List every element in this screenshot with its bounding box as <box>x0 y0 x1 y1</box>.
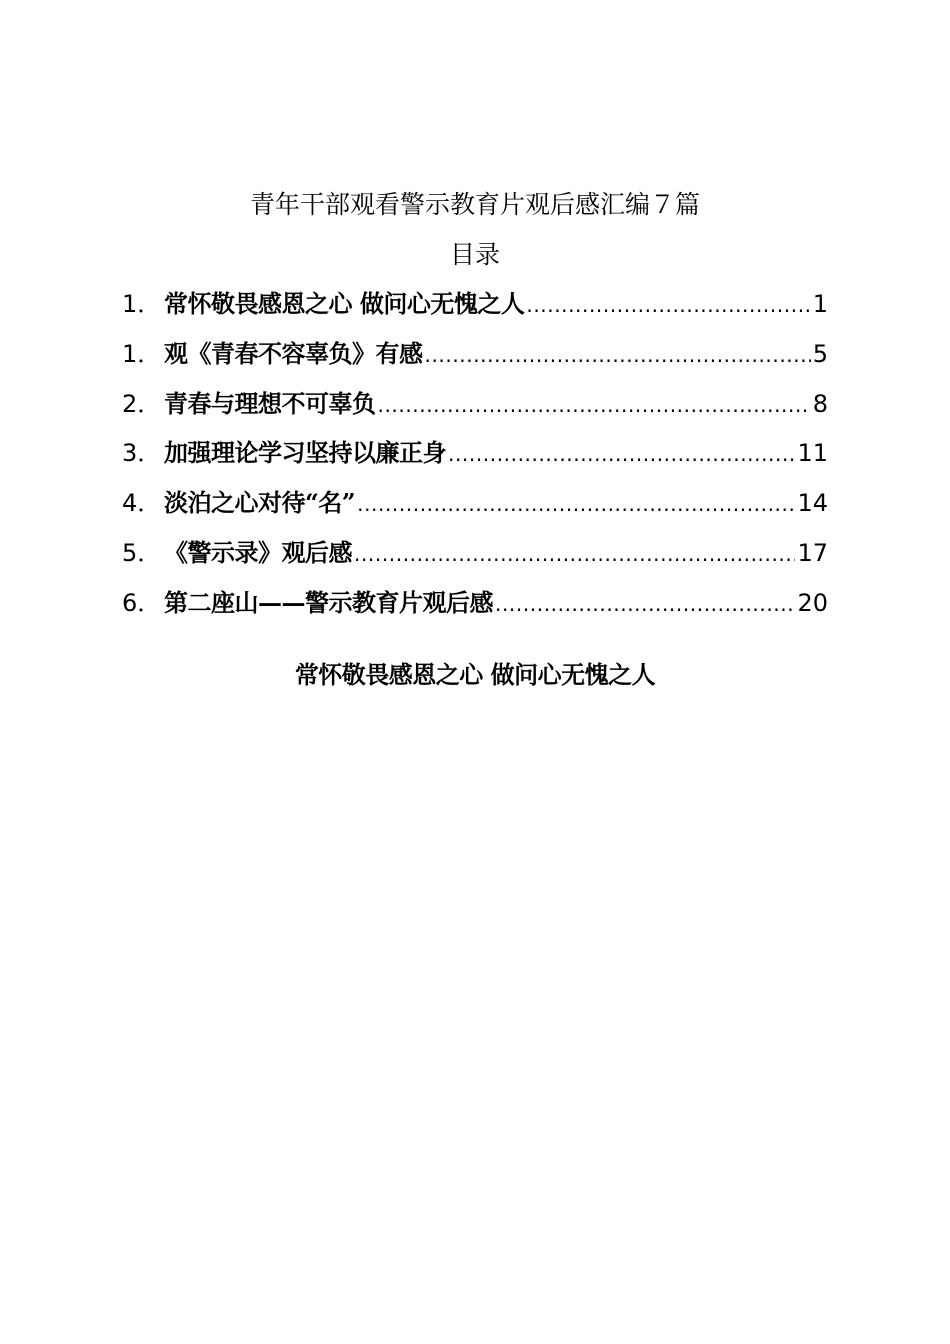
document-title: 青年干部观看警示教育片观后感汇编７篇 <box>249 190 700 219</box>
toc-entry-page: 8 <box>812 389 828 418</box>
toc-entry-number: 5． <box>122 538 162 567</box>
toc-dot-leader <box>378 385 811 425</box>
toc-entry-number: 2． <box>122 389 162 418</box>
table-of-contents <box>122 284 828 633</box>
toc-entry-page: 5 <box>812 339 828 368</box>
toc-entry-page: 11 <box>797 439 828 468</box>
toc-dot-leader <box>357 484 795 524</box>
toc-entry-title: 《警示录》观后感 <box>164 537 352 567</box>
toc-entry-number: 3． <box>122 439 162 468</box>
toc-entry[interactable] <box>122 284 828 334</box>
toc-entry-title: 青春与理想不可辜负 <box>164 388 376 418</box>
toc-entry-page: 17 <box>797 538 828 567</box>
toc-entry-page: 1 <box>812 290 828 318</box>
toc-entry[interactable] <box>122 384 828 434</box>
toc-entry-title: 观《青春不容辜负》有感 <box>164 338 423 368</box>
toc-entry-title: 淡泊之心对待“名” <box>164 488 356 518</box>
toc-dot-leader <box>495 584 795 624</box>
toc-entry[interactable] <box>122 583 828 633</box>
toc-entry[interactable] <box>122 483 828 533</box>
toc-entry-number: 1． <box>122 290 162 318</box>
toc-dot-leader <box>526 285 810 325</box>
toc-entry-page: 20 <box>797 588 828 617</box>
toc-entry-number: 6． <box>122 588 162 617</box>
toc-entry[interactable] <box>122 433 828 483</box>
toc-entry-title: 加强理论学习坚持以廉正身 <box>164 438 446 468</box>
toc-entry[interactable] <box>122 533 828 583</box>
toc-heading: 目录 <box>449 240 500 269</box>
toc-dot-leader <box>448 434 795 474</box>
toc-entry-title: 常怀敬畏感恩之心 做问心无愧之人 <box>164 289 525 318</box>
section-title: 常怀敬畏感恩之心 做问心无愧之人 <box>294 660 656 689</box>
toc-entry[interactable] <box>122 334 828 384</box>
toc-entry-title: 第二座山——警示教育片观后感 <box>164 587 493 617</box>
toc-entry-number: 1． <box>122 339 162 368</box>
toc-entry-page: 14 <box>797 489 828 518</box>
toc-dot-leader <box>354 534 795 574</box>
toc-entry-number: 4． <box>122 489 162 518</box>
toc-dot-leader <box>425 335 811 375</box>
